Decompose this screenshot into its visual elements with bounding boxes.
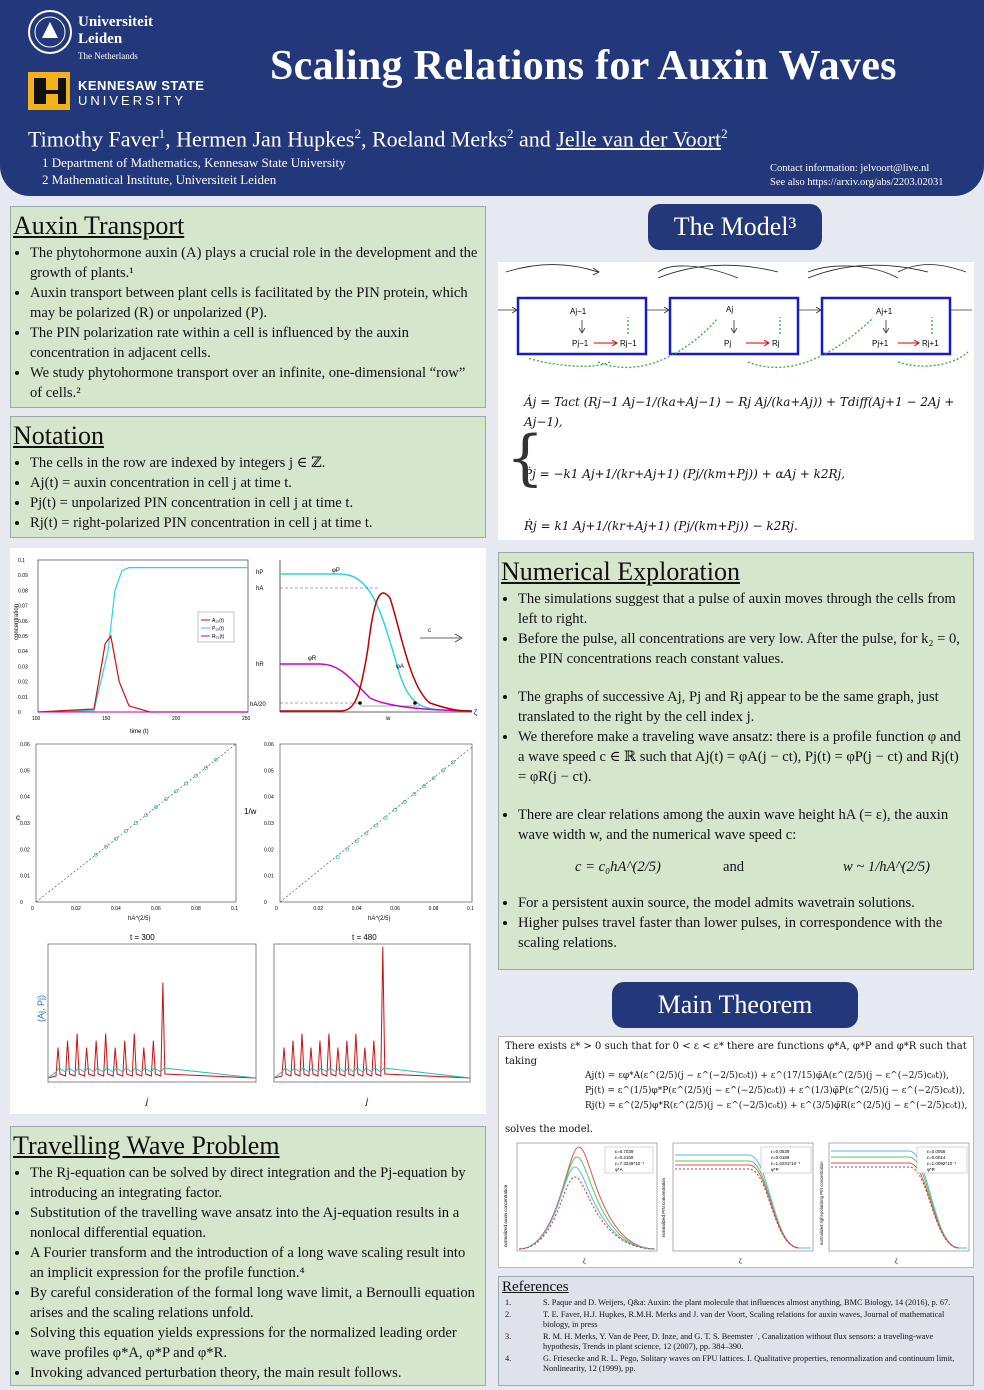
tick-label: 0 [264,900,267,906]
label-zeta: ζ [474,710,478,717]
references-section [498,1276,974,1386]
tick-label: 0.06 [264,742,274,748]
legend-entry: ε=0.2169 [615,1155,634,1160]
section-title: Notation [13,421,104,450]
authors-line: Timothy Faver$^1$, Hermen Jan Hupkes$^2$, Roeland Merks$^2$ and Jelle van der Voort$^2$ [28,126,728,152]
profile-sketch [250,560,477,722]
tick-label: 0.04 [351,906,362,912]
list-item: • Before the pulse, all concentrations are very low. After the pulse, for k₂ = 0, the PIN concentrations reach constant values. [518,629,967,669]
bullet-list [11,243,485,403]
list-item: • The cells in the row are indexed by integers j ∈ ℤ. [30,453,479,473]
ksu-logo-icon [26,70,72,112]
concentration-plot [14,558,251,735]
scatter-point [355,840,358,843]
theorem-intro: There exists ε* > 0 such that for 0 < ε < ε* there are functions φ*A, φ*P and φ*R such that taking [505,1041,967,1067]
auxin-profile-plot [503,1143,657,1265]
equation-A: Ȧj = Tact (Rj−1 Aj−1/(ka+Aj−1) − Rj Aj/(ka+Aj)) + Tdiff(Aj+1 − 2Aj + Aj−1), [524,395,955,429]
equation-R: Ṙj = k1 Aj+1/(kr+Aj+1) (Pj/(km+Pj)) − k2Rj. [524,519,798,533]
scatter-c [16,742,238,922]
tick-label: 0.05 [264,768,274,775]
axis-label: normalized auxin concentration [503,1184,508,1247]
theorem-outro: solves the model. [505,1124,593,1135]
x-ticks [32,716,251,722]
section-title: Travelling Wave Problem [13,1131,280,1160]
travelling-wave-section [10,1126,486,1386]
list-item: • We therefore make a traveling wave ansatz: there is a profile function φ and a wave speed c ∈ ℝ such that Aj(t) = φA(j − ct), Pj(t) = φP(j − ct) and Rj(t) = φR(j − ct). [518,727,967,787]
scatter-point [365,832,368,835]
tick-label: 0.03 [18,664,28,671]
figure-panel [10,548,486,1114]
label-phiA: φA [396,664,404,670]
tick-label: 0.1 [231,906,238,912]
list-item: • Pj(t) = unpolarized PIN concentration in cell j at time t. [30,493,479,513]
r-profile-plot [819,1143,969,1265]
tick-label: 0.02 [264,847,274,854]
list-item: • The graphs of successive Aj, Pj and Rj appear to be the same graph, just translated to the right by the cell index j. [518,687,967,727]
label-hP: hP [256,570,264,576]
tick-label: 200 [172,716,181,722]
label-phiR: φR [308,656,317,662]
tick-label: 0.01 [264,873,274,880]
tick-label: 0.04 [18,649,28,656]
axis-label: (Aj, Pj) [36,995,46,1022]
theorem-line-P: Pj(t) = ε^(1/5)φ*P(ε^(2/5)(j − ε^(−2/5)c₀t)) + ε^(1/3)φ̃P(ε^(2/5)(j − ε^(−2/5)c₀t)), [585,1086,966,1096]
legend-entry: ε=1.0092*10⁻⁴ [927,1161,957,1166]
legend-entry: ε=0.0168 [771,1155,790,1160]
bullet-list [11,1163,485,1383]
pin-profile-plot [661,1143,813,1265]
tick-label: 0.06 [390,906,400,912]
tick-label: 0.01 [20,873,30,880]
leiden-seal-icon [28,8,72,56]
scatter-point [124,829,127,832]
reference-list [499,1298,973,1375]
equation-P: Ṗj = −k1 Aj+1/(kr+Aj+1) (Pj/(km+Pj)) + αAj + k2Rj, [524,467,846,481]
theorem-title-pill: Main Theorem [612,982,858,1028]
A-series-line [38,636,248,712]
scatter-point [194,774,197,777]
list-item: • Invoking advanced perturbation theory, the main result follows. [30,1363,479,1383]
header-banner [0,0,984,196]
axis-label: normalized PIN concentration [661,1177,666,1237]
cell-P-label: Pj−1 [572,339,589,348]
section-title: Numerical Exploration [501,557,740,586]
tick-label: 150 [102,716,111,722]
legend-entry: ε=6.7039 [615,1149,634,1154]
tick-label: 0 [20,900,23,906]
legend-entry: ε=1.6231*10⁻⁴ [771,1161,801,1166]
scatter-point [422,785,425,788]
scatter-point [174,790,177,793]
list-item: 3. R. M. H. Merks, Y. Van de Peer, D. Inze, and G. T. S. Beemster ˙, Canalization without flux sensors: a traveling-wave hypothesis, Trends in plant science, 12 (2007), pp. 384–390. [505,1331,934,1351]
tick-label: 0.02 [20,847,30,854]
section-title: Auxin Transport [13,211,185,240]
scatter-point [336,856,339,859]
cell-R-label: Rj−1 [620,339,637,348]
theorem-plots [499,1137,975,1269]
list-item: • Auxin transport between plant cells is facilitated by the PIN protein, which may be polarized (R) or unpolarized (P). [30,283,479,323]
tick-label: 0.1 [467,906,474,912]
list-item: • Higher pulses travel faster than lower pulses, in correspondence with the scaling relations. [518,913,967,953]
axis-label: ζ [583,1259,586,1265]
list-item: • The simulations suggest that a pulse of auxin moves through the cells from left to right. [518,589,967,629]
list-item: • There are clear relations among the auxin wave height hA (= ε), the auxin wave width w, and the numerical wave speed c: [518,805,967,845]
theorem-line-R: Rj(t) = ε^(2/5)φ*R(ε^(2/5)(j − ε^(−2/5)c₀t)) + ε^(3/5)φ̃R(ε^(2/5)(j − ε^(−2/5)c₀t)), [585,1101,968,1111]
tick-label: 0.06 [20,742,30,748]
legend-entry: φ*A [615,1167,623,1172]
tick-label: 0.02 [71,906,81,912]
tick-label: 0.04 [20,794,30,801]
label-c: c [428,628,431,634]
theorem-text [505,1039,971,1137]
tick-label: 0.06 [151,906,161,912]
list-item: • The phytohormone auxin (A) plays a crucial role in the development and the growth of plants.¹ [30,243,479,283]
cell-R-label: Rj+1 [922,339,939,348]
list-item: • The Rj-equation can be solved by direct integration and the Pj-equation by introducing an integrating factor. [30,1163,479,1203]
leiden-name: Universiteit Leiden The Netherlands [78,14,153,61]
axis-label: time (t) [130,729,149,735]
legend-entry: P₂₅(t) [212,626,225,632]
legend-entry: ε=0.0056 [927,1149,946,1154]
list-item: • For a persistent auxin source, the model admits wavetrain solutions. [518,893,967,913]
axis-label: j [366,1096,368,1106]
bullet-list [499,589,973,669]
axis-label: concentration [14,603,20,640]
tick-label: 0.05 [18,634,28,640]
tick-label: 0.04 [111,906,121,912]
tick-label: 0.04 [264,794,274,801]
axis-label: normalized right-polarizing PIN concentration [819,1161,824,1245]
theorem-panel [498,1036,974,1268]
legend-entry: φ*P [771,1167,779,1172]
poster-title: Scaling Relations for Auxin Waves [270,43,897,89]
section-title: References [502,1279,569,1295]
tick-label: 0.08 [428,906,439,912]
label-w: w [386,716,391,722]
tick-label: 0 [31,906,34,912]
list-item: • Solving this equation yields expressions for the normalized leading order wave profiles φ*A, φ*P and φ*R. [30,1323,479,1363]
legend-entry: ε=0.0539 [771,1149,790,1154]
y-ticks [18,558,28,716]
scatter-w [244,742,474,922]
affiliations: 1 Department of Mathematics, Kennesaw State University 2 Mathematical Institute, Universiteit Leiden [42,155,346,187]
bullet-list [11,453,485,533]
relation-c: c = c₀hA^(2/5) [575,859,661,875]
axis-label: ζ [895,1259,898,1265]
tick-label: 0.05 [20,768,30,775]
scatter-point [384,816,387,819]
relation-w: w ~ 1/hA^(2/5) [843,859,931,875]
plot-title: t = 480 [352,933,377,942]
results-figures [10,548,486,1114]
tick-label: 0.07 [18,603,28,610]
scatter-point [184,782,187,785]
scatter-point [413,792,416,795]
axis-label: ζ [739,1259,742,1265]
list-item: 4. G. Friesecke and R. L. Pego, Solitary waves on FPU lattices. I. Qualitative properties, renormalization and continuum limit, Nonlinearity, 12 (1999), pp. [505,1353,955,1373]
contact-info: Contact information: jelvoort@live.nl See also https://arxiv.org/abs/2203.02031 [770,163,944,188]
cell-R-label: Rj [772,339,780,348]
list-item: • A Fourier transform and the introduction of a long wave scaling result into an implicit expression for the profile function.⁴ [30,1243,479,1283]
cell-A-label: Aj−1 [570,307,587,316]
label-phiP: φP [332,568,340,574]
tick-label: 0.08 [191,906,201,912]
legend-entry: ε=7.3249*10⁻⁴ [615,1161,645,1166]
bullet-list [499,893,973,953]
tick-label: 250 [242,716,251,722]
model-equations: { Ȧj = Tact (Rj−1 Aj−1/(ka+Aj−1) − Rj Aj/(ka+Aj)) + Tdiff(Aj+1 − 2Aj + Aj−1), Ṗj = −k1 Aj+1/(kr+Aj+1) (Pj/(km+Pj)) + αAj + k2Rj, Ṙj = k1 Aj+1/(kr+Aj+1) (Pj/(km+Pj)) − k2Rj. [506,388,972,536]
tick-label: 0.09 [18,573,28,580]
wavetrain-plots [36,933,470,1106]
tick-label: 0 [18,710,21,716]
legend-entry: ε=0.0014 [927,1155,946,1160]
tick-label: 0.08 [18,588,28,595]
axis-label: 1/w [244,807,257,816]
cell-diagram [498,262,974,392]
scatter-point [403,800,406,803]
legend-entry: A₂₅(t) [212,618,225,624]
scatter-point [451,761,454,764]
plot-title: t = 300 [130,933,155,942]
tick-label: 0.02 [313,906,324,912]
axis-label: hA^(2/5) [368,916,391,922]
tick-label: 0 [275,906,278,912]
notation-section [10,416,486,538]
list-item: • Substitution of the travelling wave ansatz into the Aj-equation results in a nonlocal differential equation. [30,1203,479,1243]
tick-label: 0.02 [18,679,28,686]
list-item: • The PIN polarization rate within a cell is influenced by the auxin concentration in adjacent cells. [30,323,479,363]
list-item: 2. T. E. Faver, H.J. Hupkes, R.M.H. Merks and J. van der Voort, Scaling relations for auxin waves, Journal of mathematical biology, in press [505,1309,945,1329]
tick-label: 100 [32,716,41,722]
scatter-point [346,848,349,851]
relation-and: and [723,859,745,875]
tick-label: 0.06 [18,618,28,625]
model-title-pill: The Model³ [648,204,822,250]
list-item: • By careful consideration of the formal long wave limit, a Bernoulli equation arises and the scaling relations unfold. [30,1283,479,1323]
tick-label: 0.01 [18,694,28,701]
axis-label: j [146,1096,148,1106]
auxin-transport-section [10,206,486,408]
label-hA: hA [256,586,264,592]
cell-P-label: Pj+1 [872,339,889,348]
cell-A-label: Aj+1 [876,307,893,316]
list-item: • We study phytohormone transport over an infinite, one-dimensional “row” of cells.² [30,363,479,403]
ksu-name: KENNESAW STATE UNIVERSITY [78,78,205,108]
tick-label: 0.03 [20,821,30,827]
bullet-list [499,687,973,787]
theorem-line-A: Aj(t) = εφ*A(ε^(2/5)(j − ε^(−2/5)c₀t)) + ε^(17/15)φ̃A(ε^(2/5)(j − ε^(−2/5)c₀t)), [585,1071,949,1081]
axis-label: c [16,813,20,822]
numerical-section [498,552,974,970]
scatter-point [134,821,137,824]
label-hA20: hA/20 [250,702,266,708]
tick-label: 0.1 [18,558,25,564]
list-item: • Aj(t) = auxin concentration in cell j at time t. [30,473,479,493]
axis-label: hA^(2/5) [128,916,151,922]
cell-P-label: Pj [724,339,732,348]
bullet-list [499,805,973,845]
scaling-relations [499,845,973,893]
list-item: • Rj(t) = right-polarized PIN concentration in cell j at time t. [30,513,479,533]
label-hR: hR [256,662,264,668]
model-panel [498,262,974,540]
cell-A-label: Aj [726,305,734,314]
list-item: 1. S. Paque and D. Weijers, Q&a: Auxin: the plant molecule that influences almost anything, BMC Biology, 14 (2016), p. 67. [505,1298,951,1307]
legend-entry: R₂₅(t) [212,634,225,640]
legend-entry: φ*R [927,1167,935,1172]
tick-label: 0.03 [264,821,274,827]
